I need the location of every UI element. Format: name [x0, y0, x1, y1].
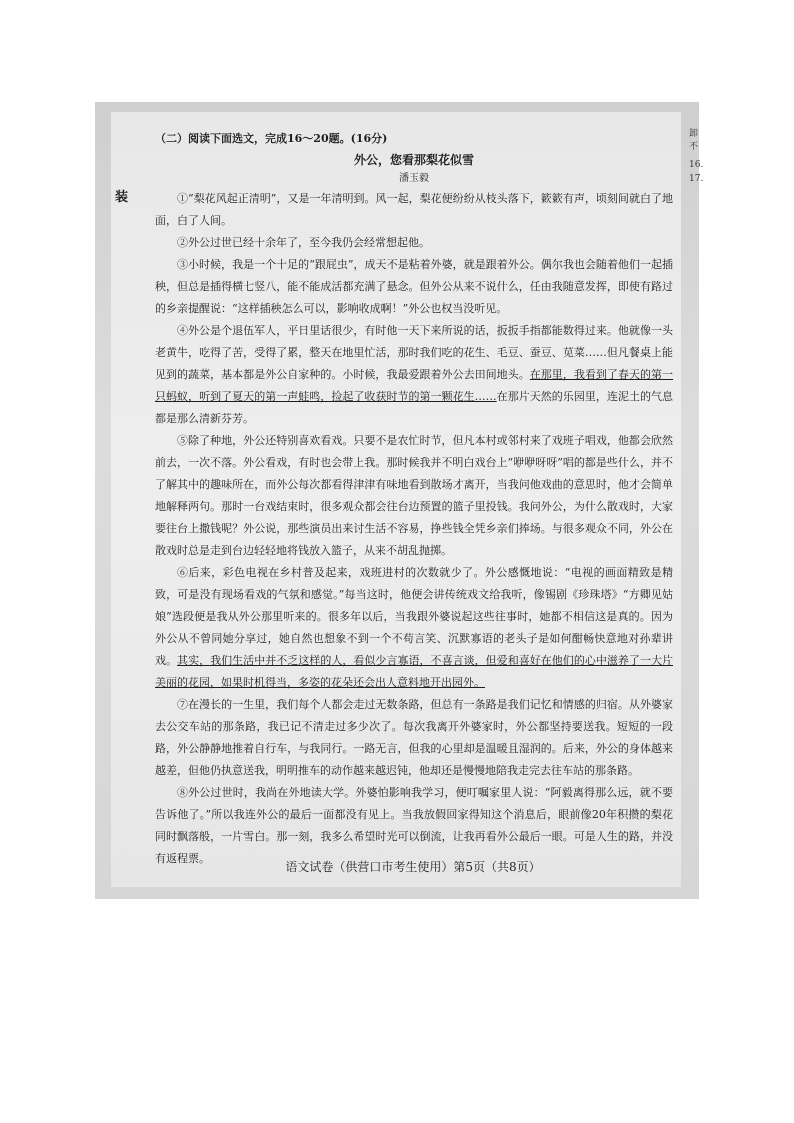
paragraph-1: ①“梨花风起正清明”，又是一年清明到。风一起，梨花便纷纷从枝头落下，簌簌有声，顷刻间就白了地面，白了人间。	[155, 192, 673, 227]
exam-page	[111, 112, 704, 887]
article-title: 外公，您看那梨花似雪	[353, 153, 474, 167]
right-margin-fragment: 卸不	[689, 129, 699, 152]
paragraph-6	[155, 562, 673, 694]
paragraph-text: ④外公是个退伍军人，平日里话很少，有时他一天下来所说的话，扳扳手指都能数得过来。他就像一头老黄牛，吃得了苦，受得了累，整天在地里忙活，那时我们吃的花生、毛豆、蚕豆、苋菜……但凡餐桌上能见到的蔬菜，基本都是外公自家种的。小时候，我最爱跟着外公去田间地头。	[155, 324, 673, 381]
section-heading: （二）阅读下面选文，完成16～20题。(16分)	[155, 132, 388, 145]
underlined-sentence: 在那里，我看到了春天的第一只蚂蚁，听到了夏天的第一声蛙鸣，捡起了收获时节的第一颗花生……	[155, 368, 674, 403]
paragraph-text: 在那片天然的乐园里，连泥土的气息都是那么清新芬芳。	[155, 390, 674, 425]
paragraph-8: ⑧外公过世时，我尚在外地读大学。外婆怕影响我学习，便叮嘱家里人说：“阿毅离得那么远，就不要告诉他了。”所以我连外公的最后一面都没有见上。当我放假回家得知这个消息后，眼前像20年积攒的梨花同时飘落般，一片雪白。那一刻，我多么希望时光可以倒流，让我再看外公最后一眼。可是人生的路，并没有返程票。	[155, 786, 673, 865]
paragraph-7: ⑦在漫长的一生里，我们每个人都会走过无数条路，但总有一条路是我们记忆和情感的归宿。从外婆家去公交车站的那条路，我已记不清走过多少次了。每次我离开外婆家时，外公都坚持要送我。短短的一段路，外公静静地推着自行车，与我同行。一路无言，但我的心里却是温暖且湿润的。后来，外公的身体越来越差，但他仍执意送我，明明推车的动作越来越迟钝，他却还是慢慢地陪我走完去往车站的那条路。	[155, 698, 673, 777]
reading-passage	[155, 128, 673, 870]
underlined-sentence: 其实，我们生活中并不乏这样的人，看似少言寡语，不喜言谈，但爱和喜好在他们的心中滋养了一大片美丽的花园，如果时机得当，多姿的花朵还会出人意料地开出园外。	[155, 654, 673, 689]
scanned-photo	[95, 102, 704, 899]
article-author: 潘玉毅	[399, 173, 429, 184]
page-footer: 语文试卷（供营口市考生使用）第5页（共8页）	[285, 860, 541, 874]
binding-gutter-label: 装	[115, 190, 129, 205]
right-margin-fragment: 17.	[689, 174, 704, 184]
paragraph-4	[155, 320, 673, 430]
paragraph-text: ⑥后来，彩色电视在乡村普及起来，戏班进村的次数就少了。外公感慨地说：“电视的画面精致是精致，可是没有现场看戏的气氛和感觉。”每当这时，他便会讲传统戏文给我听，像锡剧《珍珠塔》“方卿见姑娘”选段便是我从外公那里听来的。很多年以后，当我跟外婆说起这些往事时，她都不相信这是真的。因为外公从不曾同她分享过，她自然也想象不到一个不苟言笑、沉默寡语的老头子是如何酣畅快意地对孙辈讲戏。	[155, 566, 673, 667]
right-margin-fragment: 16.	[689, 160, 704, 170]
paragraph-5: ⑤除了种地，外公还特别喜欢看戏。只要不是农忙时节，但凡本村或邻村来了戏班子唱戏，他都会欣然前去，一次不落。外公看戏，有时也会带上我。那时候我并不明白戏台上“咿咿呀呀”唱的都是些什么，并不了解其中的趣味所在，而外公每次都看得津津有味地看到散场才离开，当我问他戏曲的意思时，他才会简单地解释两句。那时一台戏结束时，很多观众都会往台边预置的篮子里投钱。我问外公，为什么散戏时，大家要往台上撒钱呢？外公说，那些演员出来讨生活不容易，挣些钱全凭乡亲们捧场。与很多观众不同，外公在散戏时总是走到台边轻轻地将钱放入篮子，从来不胡乱抛掷。	[155, 434, 673, 557]
paragraph-3: ③小时候，我是一个十足的“跟屁虫”，成天不是粘着外婆，就是跟着外公。偶尔我也会随着他们一起插秧，但总是插得横七竖八，能不能成活都充满了悬念。但外公从来不说什么，任由我随意发挥，即使有路过的乡亲提醒说：“这样插秧怎么可以，影响收成啊！”外公也权当没听见。	[155, 258, 673, 315]
paragraph-2: ②外公过世已经十余年了，至今我仍会经常想起他。	[177, 236, 430, 249]
